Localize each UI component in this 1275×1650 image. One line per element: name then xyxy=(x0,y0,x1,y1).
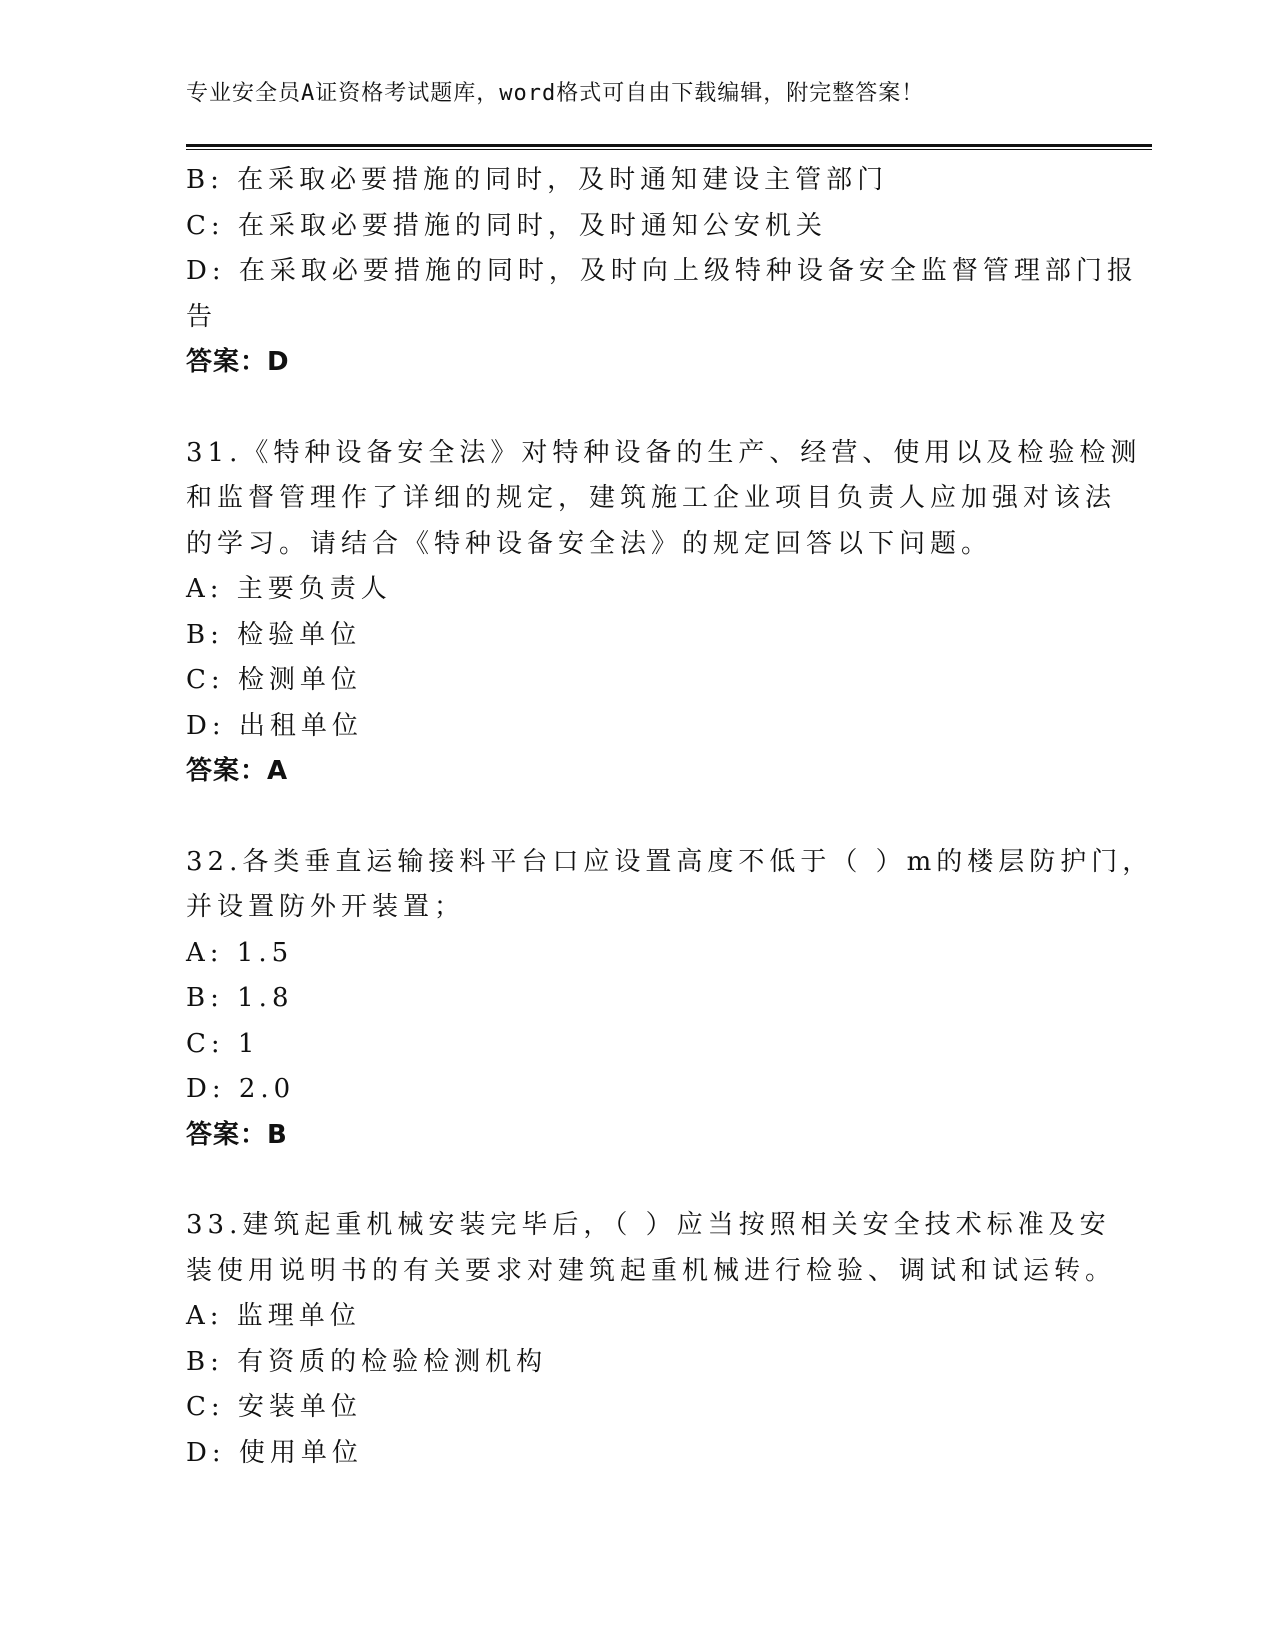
spacer xyxy=(186,795,1086,840)
question-31 xyxy=(186,431,1142,795)
spacer xyxy=(186,386,1086,431)
question-text: 31.《特种设备安全法》对特种设备的生产、经营、使用以及检验检测 xyxy=(186,437,1142,468)
option-d: D: 2.0 xyxy=(186,1074,296,1104)
option-d: D: 出租单位 xyxy=(186,710,363,741)
question-text: 32.各类垂直运输接料平台口应设置高度不低于（ ）m的楼层防护门， xyxy=(186,846,1154,877)
question-30-continued xyxy=(186,158,1138,386)
option-b: B: 检验单位 xyxy=(186,619,362,650)
option-line: D: 在采取必要措施的同时，及时向上级特种设备安全监督管理部门报 xyxy=(186,256,1138,286)
question-text: 33.建筑起重机械安装完毕后，（ ）应当按照相关安全技术标准及安 xyxy=(186,1210,1111,1240)
option-a: A: 主要负责人 xyxy=(186,574,392,604)
header-divider xyxy=(186,144,1152,150)
question-text: 并设置防外开装置； xyxy=(186,892,466,922)
option-a: A: 1.5 xyxy=(186,937,294,968)
option-a: A: 监理单位 xyxy=(186,1301,361,1331)
option-line: C: 在采取必要措施的同时，及时通知公安机关 xyxy=(186,210,827,241)
question-text: 装使用说明书的有关要求对建筑起重机械进行检验、调试和试运转。 xyxy=(186,1255,1117,1286)
option-c: C: 1 xyxy=(186,1028,260,1059)
page-header: 专业安全员A证资格考试题库，word格式可自由下载编辑，附完整答案！ xyxy=(186,81,925,106)
question-text: 和监督管理作了详细的规定，建筑施工企业项目负责人应加强对该法 xyxy=(186,483,1117,513)
option-b: B: 有资质的检验检测机构 xyxy=(186,1346,548,1377)
question-33 xyxy=(186,1203,1117,1476)
option-c: C: 安装单位 xyxy=(186,1392,362,1422)
option-c: C: 检测单位 xyxy=(186,665,362,695)
option-d: D: 使用单位 xyxy=(186,1437,363,1468)
answer-line: 答案：B xyxy=(186,1119,288,1150)
question-32 xyxy=(186,840,1154,1159)
document-body xyxy=(186,158,1154,1476)
option-b: B: 1.8 xyxy=(186,983,294,1013)
spacer xyxy=(186,1158,1086,1203)
option-line-wrap: 告 xyxy=(186,301,218,332)
answer-line: 答案：D xyxy=(186,347,290,377)
option-line: B: 在采取必要措施的同时，及时通知建设主管部门 xyxy=(186,165,889,195)
answer-line: 答案：A xyxy=(186,756,289,786)
question-text: 的学习。请结合《特种设备安全法》的规定回答以下问题。 xyxy=(186,528,993,559)
